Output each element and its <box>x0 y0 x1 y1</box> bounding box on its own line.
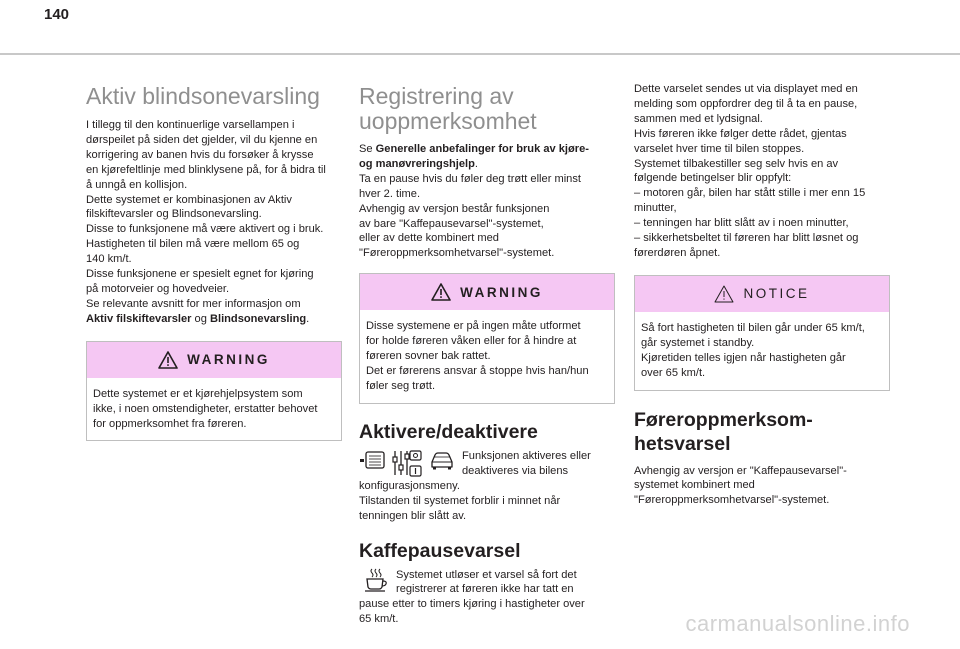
header-divider <box>0 53 960 55</box>
text-line: registrerer at føreren ikke har tatt en <box>396 583 574 596</box>
text-line: Det er førerens ansvar å stoppe hvis han/hun <box>366 364 589 377</box>
settings-app-icon <box>391 449 423 479</box>
text-line: for oppmerksomhet fra føreren. <box>93 417 247 430</box>
text-line: å unngå en kollisjon. <box>86 178 188 191</box>
text-line: – sikkerhetsbeltet til føreren har blitt løsnet og <box>634 232 859 245</box>
text-line: systemet kombinert med <box>634 479 755 492</box>
text-line: sammen med et lydsignal. <box>634 112 763 125</box>
text-line: Se relevante avsnitt for mer informasjon om <box>86 297 301 310</box>
text-line: Hvis føreren ikke følger dette rådet, gjentas <box>634 127 847 140</box>
blind-spot-body <box>86 118 342 327</box>
notice-triangle-icon <box>714 285 734 303</box>
title-line: hetsvarsel <box>634 432 731 455</box>
text-line: I tillegg til den kontinuerlige varsellampen i <box>86 119 295 131</box>
title-line: Føreroppmerksom- <box>634 408 813 431</box>
text-line: Systemet tilbakestiller seg selv hvis en av <box>634 157 839 170</box>
warning-triangle-icon <box>431 283 451 301</box>
intro-line <box>359 157 615 172</box>
section-title-driver-attention <box>634 408 890 456</box>
activate-body <box>359 479 615 524</box>
text-fragment: . <box>474 157 478 170</box>
warning-title: WARNING <box>460 284 543 300</box>
text-line: varselet hver time til bilen stoppes. <box>634 142 805 155</box>
intro-line <box>359 142 615 157</box>
text-line: Funksjonen aktiveres eller <box>462 449 591 462</box>
text-line: Disse systemene er på ingen måte utformet <box>366 320 581 333</box>
text-line: føler seg trøtt. <box>366 379 436 392</box>
text-line: Disse to funksjonene må være aktivert og i bruk. <box>86 223 324 236</box>
text-line: deaktiveres via bilens <box>462 464 569 477</box>
notice-header <box>635 276 889 312</box>
activate-icon-text <box>462 449 591 479</box>
activate-icons <box>359 449 455 479</box>
notice-body <box>635 312 889 390</box>
notice-box <box>634 275 890 391</box>
title-line: Registrering av <box>359 83 514 109</box>
text-line: 140 km/t. <box>86 253 132 266</box>
watermark: carmanualsonline.info <box>685 611 910 636</box>
warning-body <box>87 378 341 441</box>
reference-lane-change: Aktiv filskiftevarsler <box>86 312 192 325</box>
text-line: 65 km/t. <box>359 613 399 626</box>
page-number: 140 <box>44 6 70 23</box>
section-title-inattention <box>359 84 615 134</box>
text-line: eller av dette kombinert med <box>359 232 499 245</box>
text-line: Dette varselet sendes ut via displayet med en <box>634 83 858 95</box>
text-line: minutter, <box>634 202 677 215</box>
text-line: melding som oppfordrer deg til å ta en pause, <box>634 97 858 110</box>
text-fragment: og <box>191 312 210 325</box>
text-line: over 65 km/t. <box>641 366 706 379</box>
inattention-body <box>359 142 615 261</box>
text-line: Tilstanden til systemet forblir i minnet når <box>359 494 561 507</box>
text-line: følgende betingelser blir oppfylt: <box>634 172 792 185</box>
text-fragment: . <box>306 312 310 325</box>
text-line: Så fort hastigheten til bilen går under 65 km/t, <box>641 321 865 334</box>
section-title-activate: Aktivere/deaktivere <box>359 420 538 443</box>
column-driver-attention <box>634 82 890 508</box>
text-line: Disse funksjonene er spesielt egnet for kjøring <box>86 268 314 281</box>
warning-box <box>86 341 342 442</box>
reference-general-recommendations: og manøvreringshjelp <box>359 157 475 170</box>
coffee-cup-icon <box>363 568 389 592</box>
text-line: hver 2. time. <box>359 187 421 200</box>
touchscreen-icon <box>359 449 385 479</box>
reference-blind-spot: Blindsonevarsling <box>209 312 307 325</box>
section-title-blind-spot: Aktiv blindsonevarsling <box>86 83 320 109</box>
text-line: tenningen blir slått av. <box>359 509 467 522</box>
title-line: uoppmerksomhet <box>359 108 537 134</box>
text-line: "Føreroppmerksomhetvarsel"-systemet. <box>359 247 555 260</box>
text-line: førerdøren åpnet. <box>634 246 721 259</box>
coffee-continued-body <box>634 82 890 261</box>
driver-attention-body <box>634 464 890 509</box>
column-inattention <box>359 84 615 627</box>
text-line: Hastigheten til bilen må være mellom 65 og <box>86 238 300 251</box>
text-line: pause etter to timers kjøring i hastigheter over <box>359 598 585 611</box>
text-line: ikke, i noen omstendigheter, erstatter behovet <box>93 402 318 415</box>
text-line: for holde føreren våken eller for å hindre at <box>366 335 577 348</box>
text-line: Ta en pause hvis du føler deg trøtt eller minst <box>359 172 581 185</box>
text-line: korrigering av banen hvis du forsøker å krysse <box>86 148 314 161</box>
text-line: en kjørefeltlinje med blinklysene på, for å bidra til <box>86 163 326 176</box>
text-line: – tenningen har blitt slått av i noen minutter, <box>634 217 849 230</box>
coffee-icon-text <box>396 568 577 598</box>
text-line: går systemet i standby. <box>641 336 755 349</box>
text-line: – motoren går, bilen har stått stille i mer enn 15 <box>634 187 866 200</box>
column-blind-spot <box>86 84 342 441</box>
coffee-body <box>359 597 615 627</box>
warning-body <box>360 310 614 403</box>
warning-header <box>360 274 614 310</box>
warning-title: WARNING <box>187 352 270 368</box>
car-icon <box>429 449 455 479</box>
text-line: på motorveier og hovedveier. <box>86 282 230 295</box>
text-line: av bare "Kaffepausevarsel"-systemet, <box>359 217 544 230</box>
text-line: dørspeilet på siden det gjelder, vil du kjenne en <box>86 133 318 146</box>
warning-triangle-icon <box>158 351 178 369</box>
activate-icon-row <box>359 449 615 479</box>
warning-box <box>359 273 615 404</box>
coffee-icon-row <box>359 568 615 598</box>
text-line: Kjøretiden telles igjen når hastigheten går <box>641 351 846 364</box>
section-title-coffee-break: Kaffepausevarsel <box>359 539 521 562</box>
text-line: konfigurasjonsmeny. <box>359 479 460 492</box>
text-line: Dette systemet er kombinasjonen av Aktiv <box>86 193 292 206</box>
reference-general-recommendations: Generelle anbefalinger for bruk av kjøre- <box>375 143 589 155</box>
text-line: "Føreroppmerksomhetvarsel"-systemet. <box>634 494 830 507</box>
text-fragment: Se <box>359 143 376 155</box>
text-line: Dette systemet er et kjørehjelpsystem som <box>93 387 303 400</box>
cross-reference-line <box>86 312 342 327</box>
notice-title: NOTICE <box>743 286 810 302</box>
text-line: føreren sovner bak rattet. <box>366 350 491 363</box>
text-line: filskiftevarsler og Blindsonevarsling. <box>86 208 262 221</box>
text-line: Avhengig av versjon er "Kaffepausevarsel"- <box>634 464 847 477</box>
coffee-icons <box>363 568 389 592</box>
text-line: Avhengig av versjon består funksjonen <box>359 202 550 215</box>
text-line: Systemet utløser et varsel så fort det <box>396 568 577 581</box>
warning-header <box>87 342 341 378</box>
